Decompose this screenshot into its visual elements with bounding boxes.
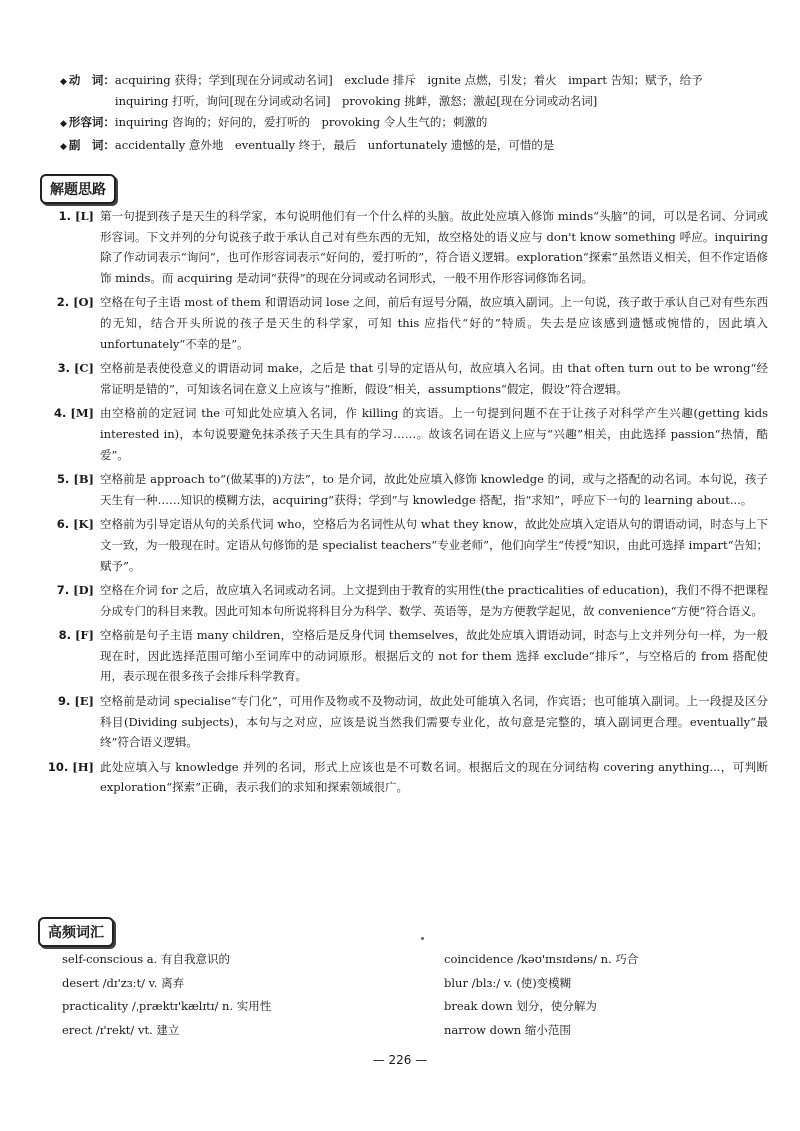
item-explanation: 空格前是表使役意义的谓语动词 make，之后是 that 引导的定语从句，故应填入名词。由 that often turn out to be wrong“经常证明是错的”，可知该名词在意义上应该与“推断，假设”相关，assumptions“假定，假设”符合逻辑。: [100, 361, 768, 396]
item-number: 6.: [56, 517, 70, 532]
item-explanation: 空格在介词 for 之后，故应填入名词或动名词。上文提到由于教育的实用性(the practicalities of education)，我们不得不把课程分成专门的科目来教。因此可知本句所说将科目分为科学、数学、英语等，是为方便教学起见，故 convenience“方便”符合语义。: [100, 583, 768, 618]
answer-key: [F]: [74, 628, 94, 643]
analysis-item: [36, 292, 768, 354]
item-explanation: 由空格前的定冠词 the 可知此处应填入名词，作 killing 的宾语。上一句提到问题不在于让孩子对科学产生兴趣(getting kids interested in)，本句说要避免抹杀孩子天生具有的学习……。故该名词在语义上应与“兴趣”相关，由此选择 passion“热情，酷爱”。: [100, 406, 768, 462]
analysis-item: [36, 757, 768, 798]
item-number: 10.: [47, 759, 69, 774]
analysis-list: [36, 206, 768, 802]
item-number: 2.: [56, 295, 70, 310]
item-explanation: 空格前是句子主语 many children，空格后是反身代词 themselves，故此处应填入谓语动词，时态与上文并列分句一样，为一般现在时，因此选择范围可缩小至词库中的动词原形。根据后文的 not for them 选择 exclude“排斥”，与空格后的 from 搭配使用，表示现在很多孩子会排斥科学教育。: [100, 628, 768, 684]
item-explanation: 空格前为引导定语从句的关系代词 who，空格后为名词性从句 what they know，故此处应填入定语从句的谓语动词，时态与上下文一致，为一般现在时。定语从句修饰的是 specialist teachers“专业老师”，他们向学生“传授”知识，由此可选择 impart“告知；赋予”。: [100, 517, 768, 573]
vocab-entry: desert /dɪ'zɜːt/ v. 离弃: [62, 975, 185, 990]
pos-heading: ◆ 副 词：: [60, 138, 115, 152]
analysis-section-title: 解题思路: [40, 174, 116, 204]
analysis-item: [36, 514, 768, 576]
vocab-column-right: [444, 948, 774, 1042]
vocab-entry: self-conscious a. 有自我意识的: [62, 952, 230, 966]
item-explanation: 空格前是动词 specialise“专门化”，可用作及物或不及物动词，故此处可能填入名词，作宾语；也可能填入副词。上一段提及区分科目(Dividing subjects)，本句与之对应，应该是说当然我们需要专业化，故句意是完整的，填入副词更合理。eventually“最终”符合语义逻辑。: [100, 694, 768, 750]
item-explanation: 第一句提到孩子是天生的科学家，本句说明他们有一个什么样的头脑。故此处应填入修饰 minds“头脑”的词，可以是名词、分词或形容词。下文并列的分句说孩子敢于承认自己对有些东西的无知，故空格处的语义应与 don't know something 呼应。inquiring 除了作动词表示“询问”，也可作形容词表示“好问的，爱打听的”，符合语义逻辑。exploration“探索”虽然语义相关，但不作定语修饰 minds。而 acquiring 是动词“获得”的现在分词或动名词形式，一般不用作形容词修饰名词。: [100, 209, 768, 285]
item-number: 8.: [58, 628, 71, 643]
item-number: 7.: [56, 583, 70, 598]
pos-heading: ◆ 动 词：: [60, 73, 115, 87]
pos-entries: accidentally 意外地 eventually 终于，最后 unfortunately 遗憾的是，可惜的是: [114, 138, 555, 152]
diamond-bullet-icon: ◆: [60, 119, 67, 129]
analysis-item: [36, 580, 768, 621]
answer-key: [C]: [73, 361, 94, 376]
item-number: 4.: [53, 406, 67, 421]
vocab-entry: break down 划分，使分解为: [444, 999, 597, 1013]
vocab-entry: blur /blɜː/ v. (使)变模糊: [444, 975, 572, 990]
vocab-section-title: 高频词汇: [38, 917, 114, 947]
analysis-item: [36, 403, 768, 465]
answer-key: [O]: [73, 295, 94, 310]
item-number: 3.: [57, 361, 70, 376]
item-number: 1.: [58, 209, 72, 223]
diamond-bullet-icon: ◆: [60, 77, 67, 87]
vocab-entry: practicality /ˌpræktɪ'kælɪtɪ/ n. 实用性: [62, 999, 272, 1013]
page-number: — 226 —: [372, 1053, 428, 1067]
answer-key: [B]: [73, 472, 94, 487]
vocab-entry: narrow down 缩小范围: [444, 1022, 571, 1037]
answer-key: [H]: [72, 759, 94, 774]
analysis-item: [36, 358, 768, 399]
vocab-entry: erect /ɪ'rekt/ vt. 建立: [62, 1022, 180, 1037]
pos-heading: ◆ 形容词：: [60, 115, 115, 129]
analysis-item: [36, 691, 768, 753]
analysis-item: [36, 625, 768, 687]
analysis-item: [36, 206, 768, 288]
vocab-column-left: [62, 948, 422, 1042]
item-explanation: 空格前是 approach to“(做某事的)方法”，to 是介词，故此处应填入修饰 knowledge 的词，或与之搭配的动名词。本句说，孩子天生有一种……知识的模糊方法，acquiring“获得；学到”与 knowledge 搭配，指“求知”，呼应下一句的 learning about...。: [100, 472, 768, 507]
part-of-speech-list: [60, 70, 760, 158]
answer-key: [D]: [73, 583, 94, 598]
item-explanation: 空格在句子主语 most of them 和谓语动词 lose 之间，前后有逗号分隔，故应填入副词。上一句说，孩子敢于承认自己对有些东西的无知，结合开头所说的孩子是天生的科学家，可知 this 应指代“好的”特质。失去是应该感到遗憾或惋惜的，因此填入 unfortunately“不幸的是”。: [100, 295, 768, 351]
answer-key: [L]: [75, 209, 94, 223]
answer-key: [M]: [70, 406, 94, 421]
diamond-bullet-icon: ◆: [60, 142, 67, 152]
pos-row-adverb: [60, 135, 760, 158]
item-number: 5.: [57, 472, 70, 487]
pos-row-verb: [60, 70, 760, 112]
dot-mark: [421, 937, 424, 940]
answer-key: [K]: [73, 517, 94, 532]
pos-row-adjective: [60, 112, 760, 135]
item-explanation: 此处应填入与 knowledge 并列的名词，形式上应该也是不可数名词。根据后文的现在分词结构 covering anything...，可判断 exploration“探索”正确，表示我们的求知和探索领域很广。: [100, 759, 768, 795]
pos-entries: inquiring 咨询的；好问的，爱打听的 provoking 令人生气的；刺激的: [114, 115, 488, 129]
analysis-item: [36, 469, 768, 510]
answer-key: [E]: [74, 694, 94, 709]
item-number: 9.: [57, 694, 71, 709]
pos-entries: acquiring 获得；学到[现在分词或动名词] exclude 排斥 ignite 点燃，引发；着火 impart 告知；赋予，给予 inquiring 打听，询问[现在分词或动名词] provoking 挑衅，激怒；激起[现在分词或动名词]: [114, 73, 715, 108]
vocab-entry: coincidence /kəʊ'ɪnsɪdəns/ n. 巧合: [444, 952, 639, 966]
